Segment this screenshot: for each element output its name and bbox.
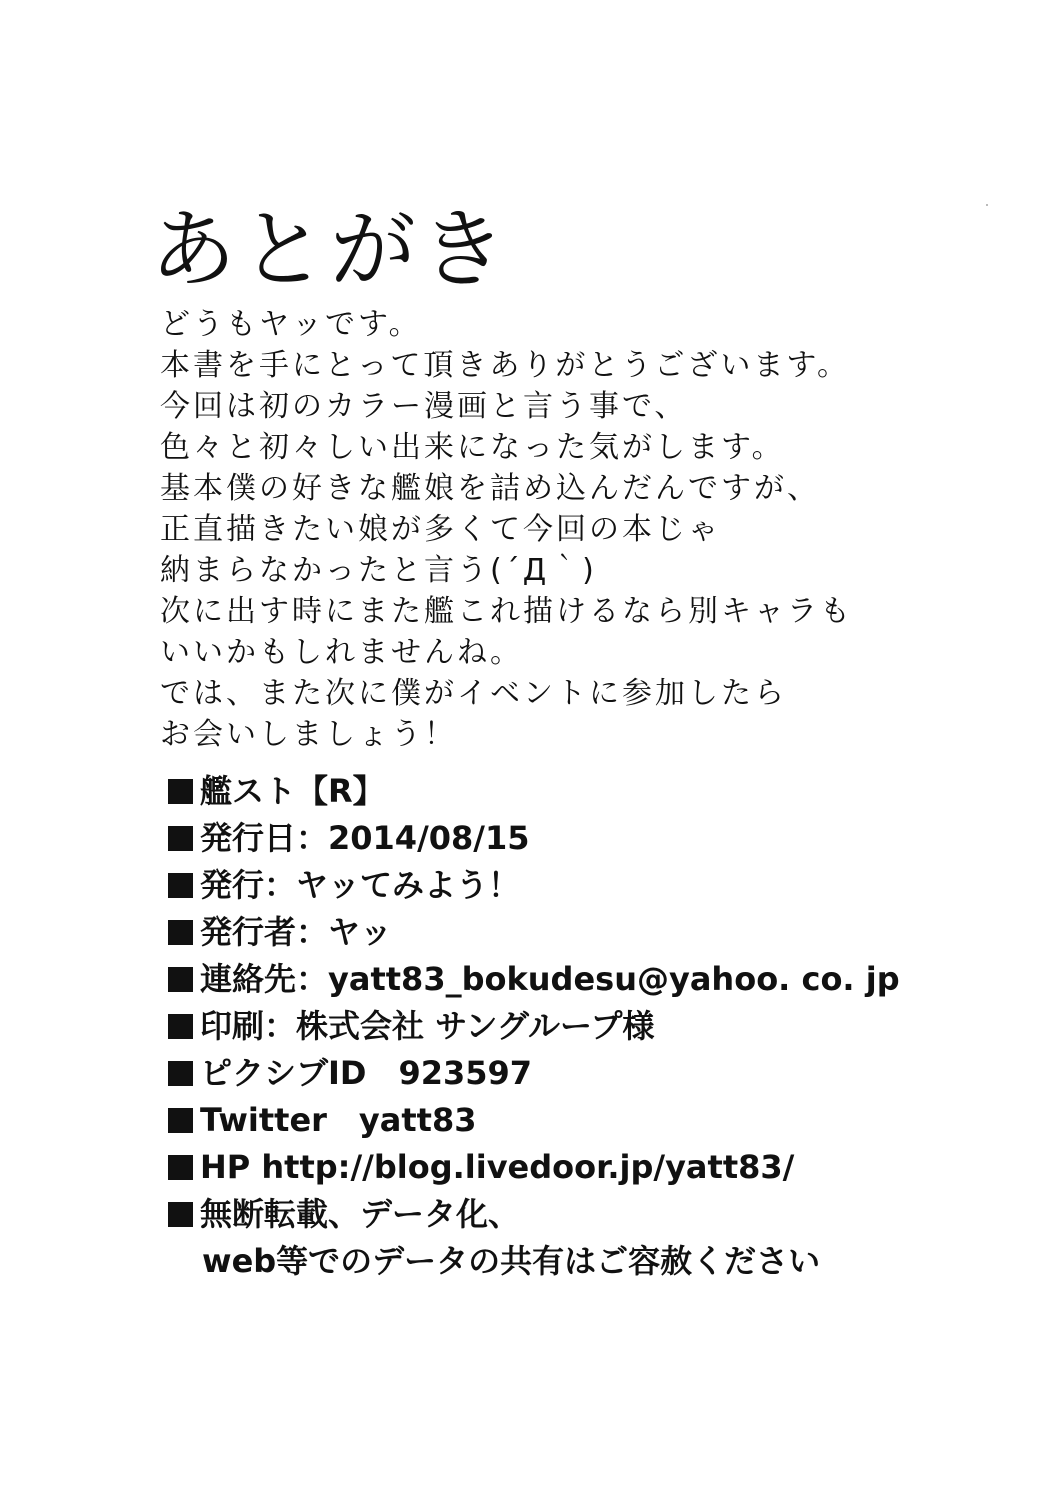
afterword-line: 基本僕の好きな艦娘を詰め込んだんですが、 — [160, 471, 820, 506]
publisher: 発行：ヤッてみよう！ — [200, 866, 521, 904]
black-square-icon — [168, 1202, 193, 1227]
homepage-url: HP http://blog.livedoor.jp/yatt83/ — [200, 1148, 795, 1186]
colophon-row-printer — [168, 1003, 1028, 1050]
afterword-line: 正直描きたい娘が多くて今回の本じゃ — [160, 512, 721, 547]
black-square-icon — [168, 1061, 193, 1086]
black-square-icon — [168, 1014, 193, 1039]
publish-date: 発行日：2014/08/15 — [200, 819, 530, 857]
black-square-icon — [168, 920, 193, 945]
afterword-line: 色々と初々しい出来になった気がします。 — [160, 430, 785, 465]
black-square-icon — [168, 1108, 193, 1133]
issuer: 発行者：ヤッ — [200, 913, 393, 951]
colophon-row-twitter — [168, 1097, 1028, 1144]
colophon-row-contact — [168, 956, 1028, 1003]
twitter-handle: Twitter yatt83 — [200, 1101, 477, 1139]
colophon-row-book-title — [168, 768, 1028, 815]
colophon-row-homepage — [168, 1144, 1028, 1191]
black-square-icon — [168, 873, 193, 898]
afterword-line: 本書を手にとって頂きありがとうございます。 — [160, 348, 850, 383]
black-square-icon — [168, 1155, 193, 1180]
colophon-row-notice — [168, 1191, 1028, 1238]
colophon-row-issuer — [168, 909, 1028, 956]
colophon-row-notice-continued — [168, 1238, 1028, 1285]
contact-email: 連絡先：yatt83_bokudesu@yahoo. co. jp — [200, 960, 900, 998]
afterword-line: では、また次に僕がイベントに参加したら — [160, 676, 787, 711]
afterword-body — [160, 304, 1020, 755]
pixiv-id: ピクシブID 923597 — [200, 1054, 533, 1092]
reproduction-notice: 無断転載、データ化、 — [200, 1195, 521, 1233]
colophon-row-publisher — [168, 862, 1028, 909]
afterword-line: 納まらなかったと言う(´Д｀) — [160, 553, 597, 588]
black-square-icon — [168, 826, 193, 851]
afterword-line: 今回は初のカラー漫画と言う事で、 — [160, 389, 688, 424]
afterword-line: お会いしましょう！ — [160, 717, 457, 752]
reproduction-notice-continued: web等でのデータの共有はご容赦ください — [202, 1242, 821, 1280]
scan-speck — [986, 204, 988, 206]
printer: 印刷：株式会社 サングループ様 — [200, 1007, 655, 1045]
afterword-line: 次に出す時にまた艦これ描けるなら別キャラも — [160, 594, 853, 629]
book-title: 艦スト【R】 — [200, 772, 385, 810]
colophon — [168, 768, 1028, 1285]
afterword-line: いいかもしれませんね。 — [160, 635, 523, 670]
colophon-row-publish-date — [168, 815, 1028, 862]
afterword-title: あとがき — [150, 200, 510, 300]
black-square-icon — [168, 967, 193, 992]
afterword-line: どうもヤッです。 — [160, 307, 422, 342]
black-square-icon — [168, 779, 193, 804]
colophon-row-pixiv — [168, 1050, 1028, 1097]
